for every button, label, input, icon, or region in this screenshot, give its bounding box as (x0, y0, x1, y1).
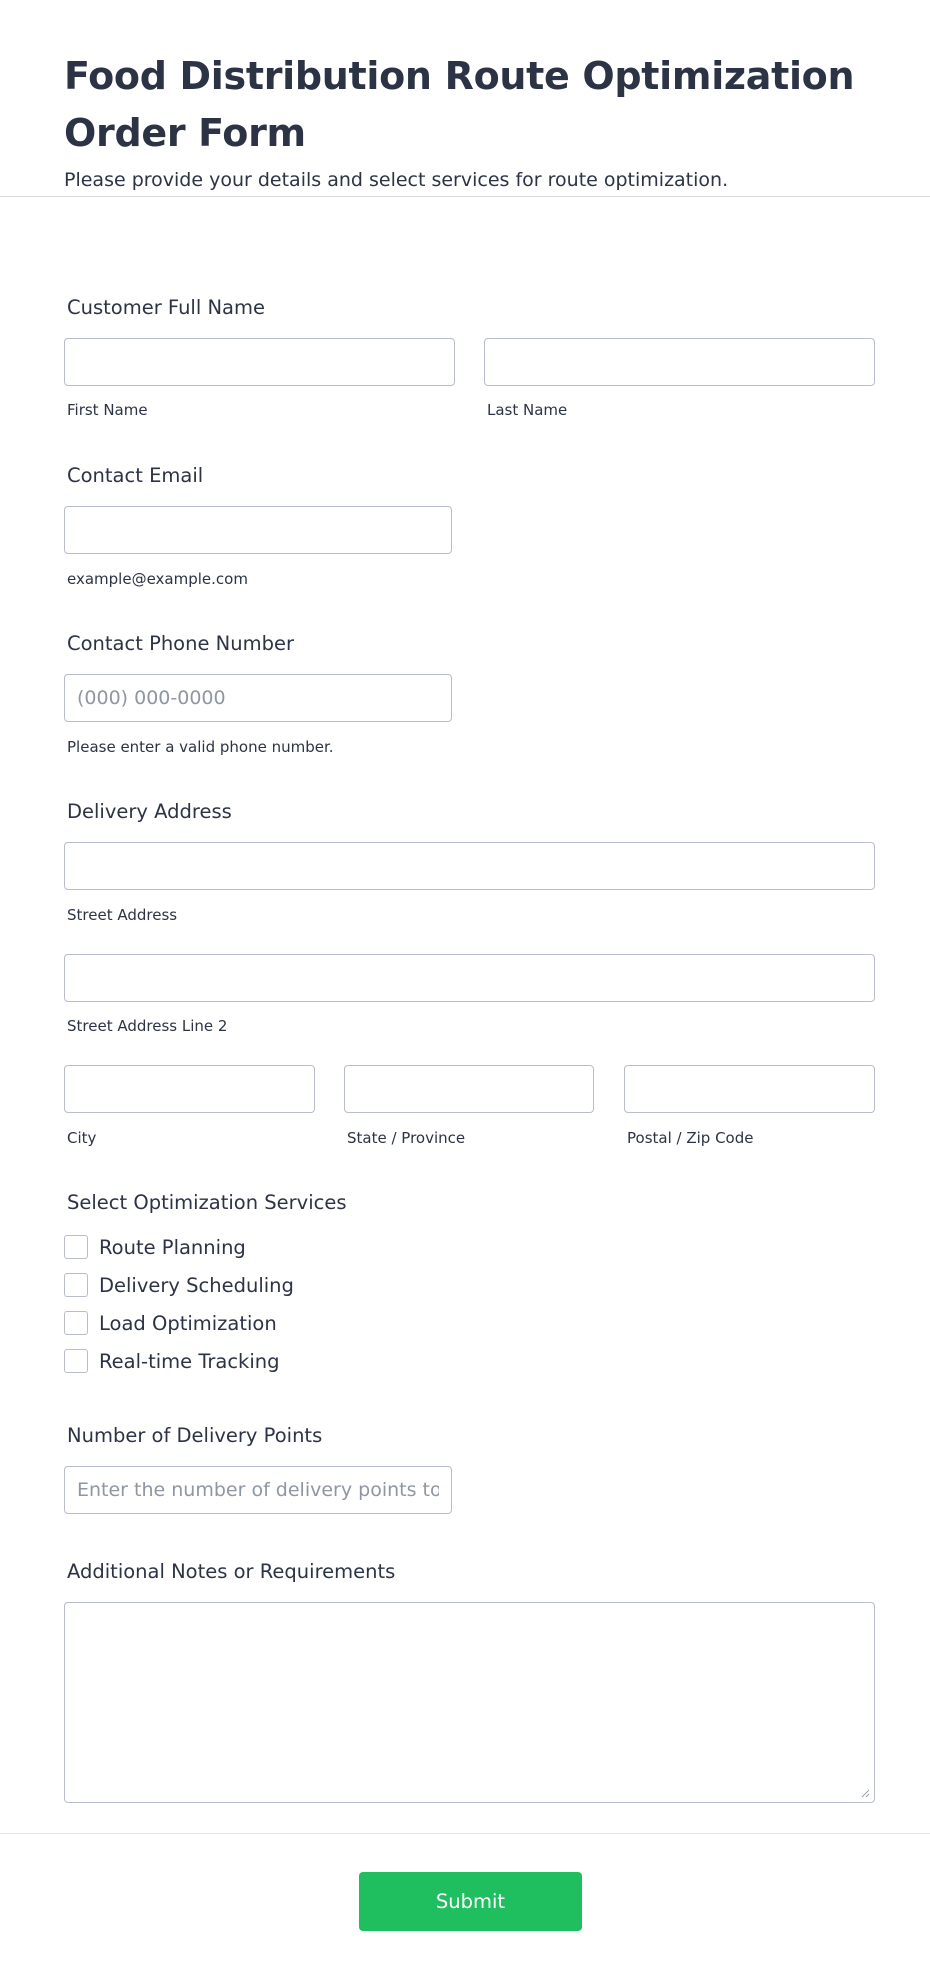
email-input[interactable] (64, 506, 452, 554)
customer-name-label: Customer Full Name (67, 296, 265, 319)
resize-grip-icon[interactable] (860, 1788, 870, 1798)
city-input[interactable] (64, 1065, 315, 1113)
street-address-line2-sublabel: Street Address Line 2 (67, 1017, 228, 1035)
zip-sublabel: Postal / Zip Code (627, 1129, 754, 1147)
street-address-sublabel: Street Address (67, 906, 178, 924)
checkbox[interactable] (64, 1273, 88, 1297)
email-sublabel: example@example.com (67, 570, 248, 588)
city-sublabel: City (67, 1129, 97, 1147)
address-label: Delivery Address (67, 800, 232, 823)
delivery-points-input[interactable] (64, 1466, 452, 1514)
notes-textarea[interactable] (64, 1602, 875, 1803)
form-title: Food Distribution Route Optimization Order Form (64, 54, 855, 155)
street-address-line2-input[interactable] (64, 954, 875, 1002)
state-sublabel: State / Province (347, 1129, 466, 1147)
zip-input[interactable] (624, 1065, 875, 1113)
phone-label: Contact Phone Number (67, 632, 295, 655)
last-name-sublabel: Last Name (487, 401, 568, 419)
phone-sublabel: Please enter a valid phone number. (67, 738, 334, 756)
checkbox[interactable] (64, 1349, 88, 1373)
checkbox-label: Delivery Scheduling (99, 1273, 294, 1297)
email-label: Contact Email (67, 464, 204, 487)
submit-button[interactable]: Submit (359, 1872, 582, 1931)
delivery-points-label: Number of Delivery Points (67, 1424, 323, 1447)
last-name-input[interactable] (484, 338, 875, 386)
state-input[interactable] (344, 1065, 594, 1113)
checkbox[interactable] (64, 1235, 88, 1259)
notes-label: Additional Notes or Requirements (67, 1560, 396, 1583)
service-option-load-optimization[interactable] (64, 1310, 277, 1336)
checkbox[interactable] (64, 1311, 88, 1335)
service-option-route-planning[interactable] (64, 1234, 246, 1260)
footer-divider (0, 1833, 930, 1834)
form-subtitle: Please provide your details and select services for route optimization. (64, 169, 729, 191)
first-name-sublabel: First Name (67, 401, 148, 419)
first-name-input[interactable] (64, 338, 455, 386)
checkbox-label: Load Optimization (99, 1311, 277, 1335)
phone-input[interactable] (64, 674, 452, 722)
services-label: Select Optimization Services (67, 1191, 347, 1214)
checkbox-label: Real-time Tracking (99, 1349, 280, 1373)
service-option-real-time-tracking[interactable] (64, 1348, 280, 1374)
service-option-delivery-scheduling[interactable] (64, 1272, 294, 1298)
street-address-input[interactable] (64, 842, 875, 890)
checkbox-label: Route Planning (99, 1235, 246, 1259)
form-header (0, 0, 930, 197)
